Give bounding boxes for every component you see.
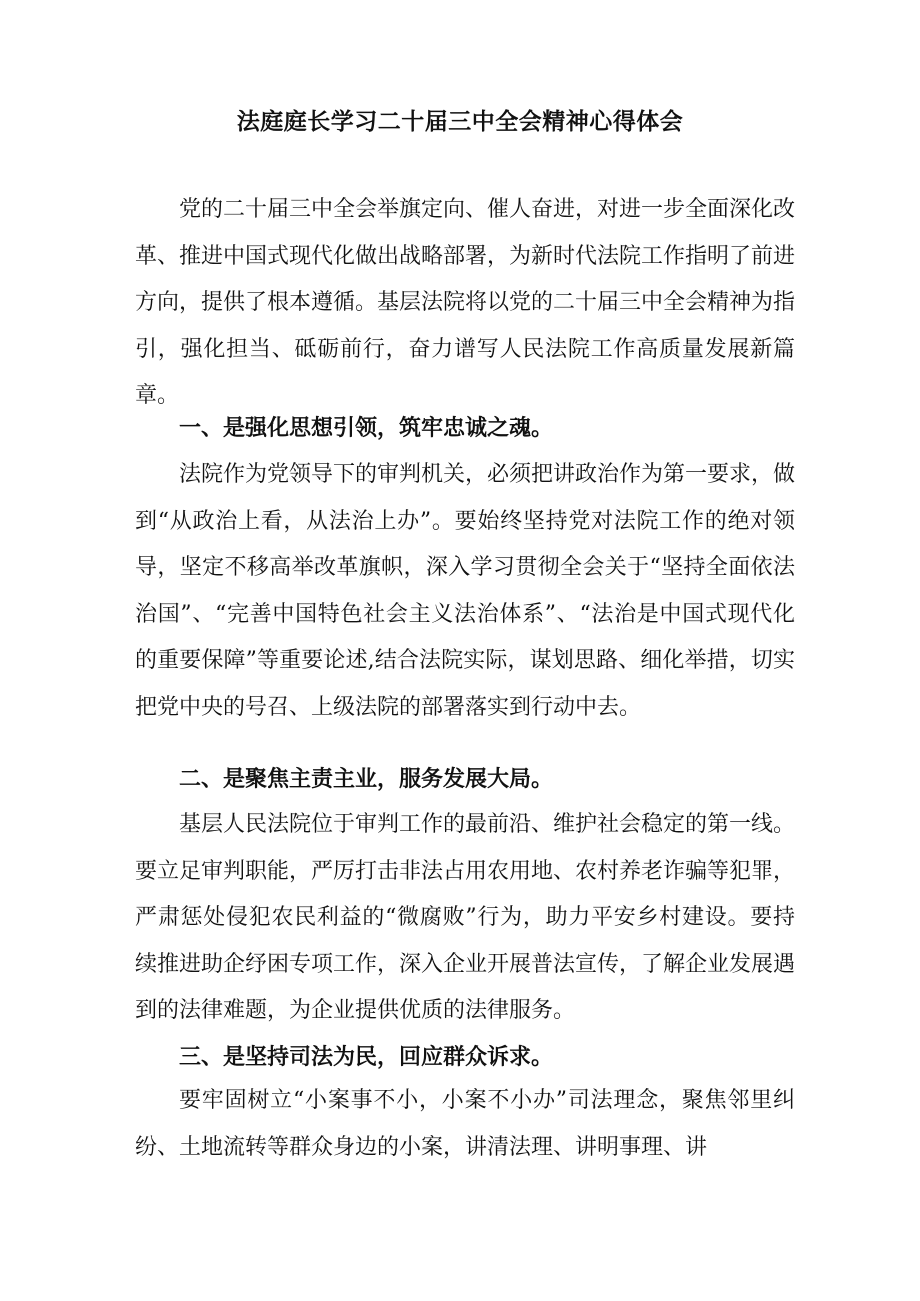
section-body-3: 要牢固树立“小案事不小，小案不小办”司法理念，聚焦邻里纠纷、土地流转等群众身边的小案，讲清法理、讲明事理、讲 [135,1088,795,1160]
document-title: 法庭庭长学习二十届三中全会精神心得体会 [236,108,684,135]
section-heading-1: 一、是强化思想引领，筑牢忠诚之魂。 [179,415,554,441]
intro-paragraph: 党的二十届三中全会举旗定向、催人奋进，对进一步全面深化改革、推进中国式现代化做出战略部署，为新时代法院工作指明了前进方向，提供了根本遵循。基层法院将以党的二十届三中全会精神为指引，强化担当、砥砺前行，奋力谱写人民法院工作高质量发展新篇章。 [135,197,796,408]
section-heading-3: 三、是坚持司法为民，回应群众诉求。 [179,1044,554,1070]
section-body-1: 法院作为党领导下的审判机关，必须把讲政治作为第一要求，做到“从政治上看，从法治上办”。要始终坚持党对法院工作的绝对领导，坚定不移高举改革旗帜，深入学习贯彻全会关于“坚持全面依法治国”、“完善中国特色社会主义法治体系”、“法治是中国式现代化的重要保障”等重要论述,结合法院实际，谋划思路、细化举措，切实把党中央的号召、上级法院的部署落实到行动中去。 [135,462,796,720]
section-body-2: 基层人民法院位于审判工作的最前沿、维护社会稳定的第一线。要立足审判职能，严厉打击非法占用农用地、农村养老诈骗等犯罪，严肃惩处侵犯农民利益的“微腐败”行为，助力平安乡村建设。要持续推进助企纾困专项工作，深入企业开展普法宣传，了解企业发展遇到的法律难题，为企业提供优质的法律服务。 [135,812,796,1023]
section-heading-2: 二、是聚焦主责主业，服务发展大局。 [179,766,554,792]
